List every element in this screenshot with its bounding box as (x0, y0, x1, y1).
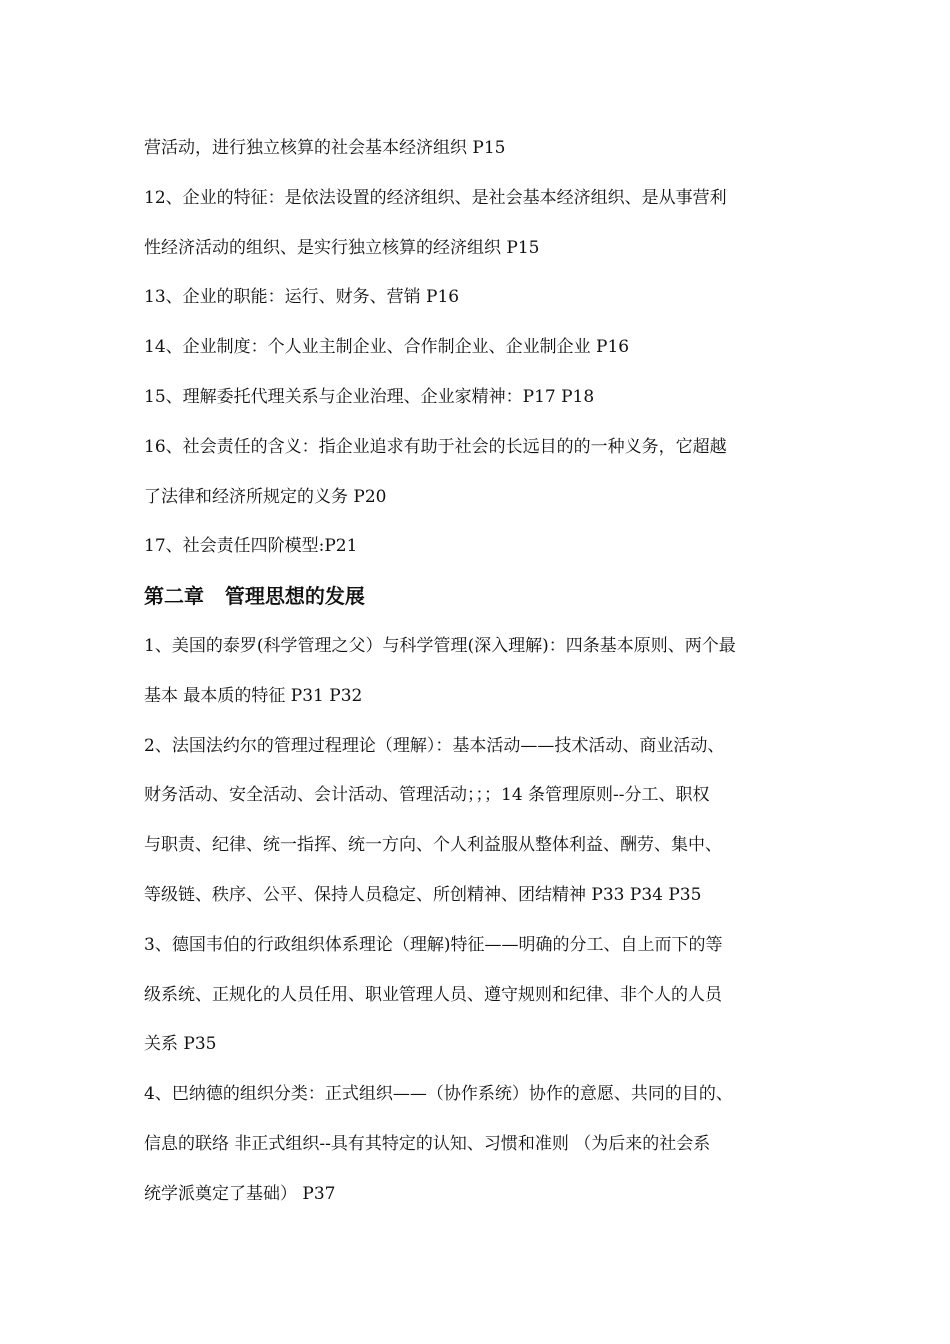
text-line: 统学派奠定了基础） P37 (144, 1183, 336, 1204)
text-line: 16、社会责任的含义：指企业追求有助于社会的长远目的的一种义务，它超越 (144, 436, 727, 457)
text-line: 2、法国法约尔的管理过程理论（理解）：基本活动——技术活动、商业活动、 (144, 735, 725, 756)
text-line: 财务活动、安全活动、会计活动、管理活动；；；14 条管理原则--分工、职权 (144, 785, 710, 806)
text-line: 3、德国韦伯的行政组织体系理论（理解)特征——明确的分工、自上而下的等 (144, 934, 723, 955)
text-line: 15、理解委托代理关系与企业治理、企业家精神：P17 P18 (144, 386, 595, 407)
text-line: 级系统、正规化的人员任用、职业管理人员、遵守规则和纪律、非个人的人员 (144, 984, 722, 1005)
text-line: 信息的联络 非正式组织--具有其特定的认知、习惯和准则 （为后来的社会系 (144, 1133, 711, 1154)
text-line: 性经济活动的组织、是实行独立核算的经济组织 P15 (144, 237, 540, 258)
text-line: 4、巴纳德的组织分类：正式组织——（协作系统）协作的意愿、共同的目的、 (144, 1084, 733, 1105)
text-line: 了法律和经济所规定的义务 P20 (144, 486, 387, 507)
chapter-heading: 第二章 管理思想的发展 (144, 584, 365, 609)
text-line: 17、社会责任四阶模型:P21 (144, 536, 358, 557)
document-page (144, 124, 824, 1220)
text-line: 关系 P35 (144, 1034, 217, 1055)
text-line: 与职责、纪律、统一指挥、统一方向、个人利益服从整体利益、酬劳、集中、 (144, 835, 722, 856)
text-line: 13、企业的职能：运行、财务、营销 P16 (144, 287, 460, 308)
text-line: 营活动，进行独立核算的社会基本经济组织 P15 (144, 138, 506, 158)
text-line: 14、企业制度：个人业主制企业、合作制企业、企业制企业 P16 (144, 337, 630, 358)
text-line: 1、美国的泰罗(科学管理之父）与科学管理(深入理解)：四条基本原则、两个最 (144, 635, 736, 656)
text-line: 12、企业的特征：是依法设置的经济组织、是社会基本经济组织、是从事营利 (144, 187, 727, 208)
text-line: 基本 最本质的特征 P31 P32 (144, 685, 363, 706)
text-line: 等级链、秩序、公平、保持人员稳定、所创精神、团结精神 P33 P34 P35 (144, 884, 702, 905)
